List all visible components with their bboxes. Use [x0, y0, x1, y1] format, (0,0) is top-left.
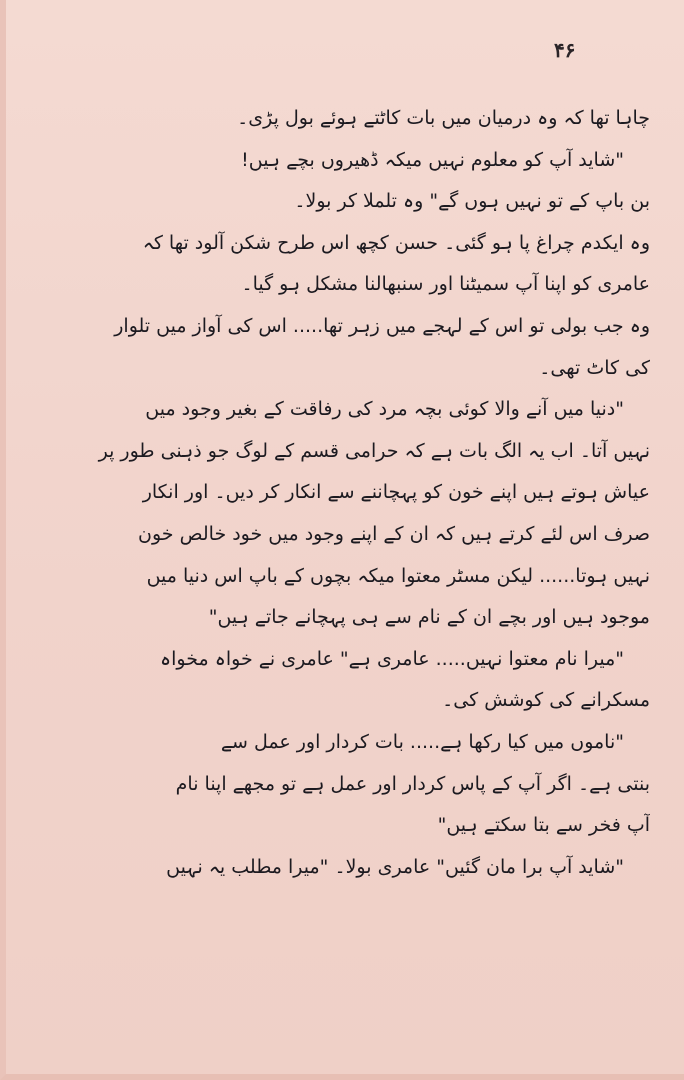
text-line: "شاید آپ کو معلوم نہیں میکہ ڈھیروں بچے ہیں! [241, 148, 624, 171]
text-line: عیاش ہوتے ہیں اپنے خون کو پہچاننے سے انکار کر دیں۔ اور انکار [142, 481, 650, 504]
text-line: "شاید آپ برا مان گئیں" عامری بولا۔ "میرا مطلب یہ نہیں [166, 855, 624, 878]
text-line: موجود ہیں اور بچے ان کے نام سے ہی پہچانے جاتے ہیں" [208, 606, 650, 629]
page-text [20, 98, 650, 888]
text-line: "دنیا میں آنے والا کوئی بچہ مرد کی رفاقت کے بغیر وجود میں [145, 398, 624, 421]
text-line: بن باپ کے تو نہیں ہوں گے" وہ تلملا کر بولا۔ [294, 190, 650, 213]
text-line: وہ جب بولی تو اس کے لہجے میں زہر تھا..... اس کی آواز میں تلوار [114, 314, 650, 337]
text-line: چاہا تھا کہ وہ درمیان میں بات کاٹتے ہوئے بول پڑی۔ [237, 107, 650, 129]
text-line: آپ فخر سے بتا سکتے ہیں" [437, 814, 650, 837]
text-line: نہیں ہوتا...... لیکن مسٹر معتوا میکہ بچوں کے باپ اس دنیا میں [146, 564, 650, 587]
text-line: بنتی ہے۔ اگر آپ کے پاس کردار اور عمل ہے تو مجھے اپنا نام [175, 772, 650, 795]
text-line: صرف اس لئے کرتے ہیں کہ ان کے اپنے وجود میں خود خالص خون [138, 522, 650, 545]
page-number: ۴۶ [554, 38, 576, 62]
text-line: "ناموں میں کیا رکھا ہے..... بات کردار اور عمل سے [220, 730, 624, 753]
text-line: وہ ایکدم چراغ پا ہو گئی۔ حسن کچھ اس طرح شکن آلود تھا کہ [142, 231, 650, 254]
text-line: عامری کو اپنا آپ سمیٹنا اور سنبھالنا مشکل ہو گیا۔ [241, 273, 650, 296]
text-line: "میرا نام معتوا نہیں..... عامری ہے" عامری نے خواہ مخواہ [160, 647, 624, 670]
text-line: مسکرانے کی کوشش کی۔ [442, 689, 650, 712]
text-line: نہیں آتا۔ اب یہ الگ بات ہے کہ حرامی قسم کے لوگ جو ذہنی طور پر [98, 439, 650, 462]
text-line: کی کاٹ تھی۔ [539, 356, 650, 379]
